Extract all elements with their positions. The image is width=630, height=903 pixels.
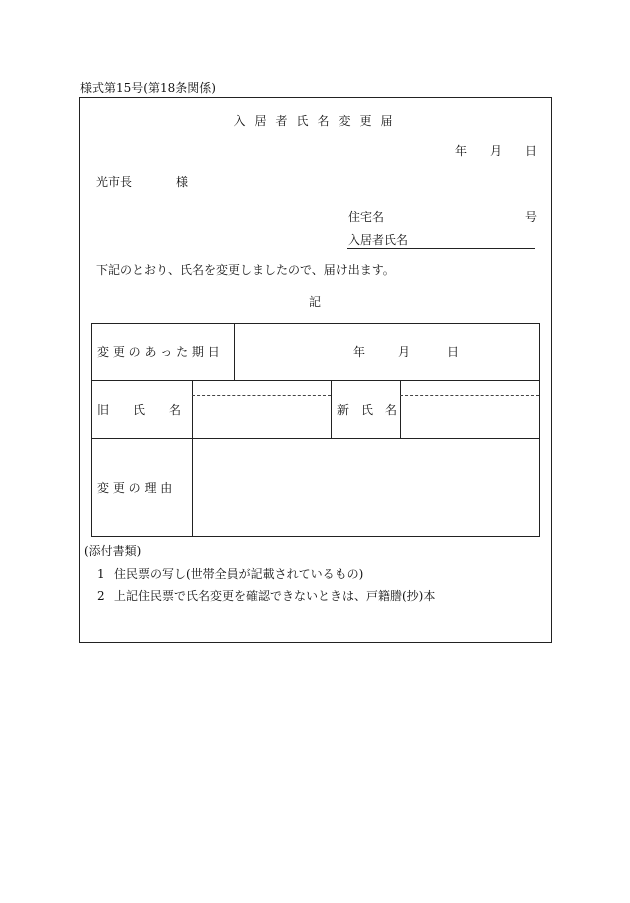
room-number-suffix: 号 — [525, 210, 538, 224]
attachments-heading: (添付書類) — [84, 544, 142, 558]
change-reason-label: 変 更 の 理 由 — [97, 481, 173, 495]
form-number: 様式第15号(第18条関係) — [80, 81, 216, 95]
housing-name-label: 住宅名 — [348, 210, 385, 224]
row3-col-divider — [192, 438, 193, 537]
change-date-label: 変 更 の あ っ た 期 日 — [97, 345, 220, 359]
row-divider-1 — [91, 380, 540, 381]
statement-text: 下記のとおり、氏名を変更しましたので、届け出ます。 — [96, 263, 395, 277]
row1-col-divider — [234, 323, 235, 381]
table-border-left — [91, 323, 92, 537]
attachment-item: 上記住民票で氏名変更を確認できないときは、戸籍謄(抄)本 — [114, 589, 436, 603]
row2-col-divider-3 — [400, 380, 401, 438]
resident-name-label: 入居者氏名 — [348, 233, 409, 247]
table-border-right — [539, 323, 540, 537]
new-name-label: 新 氏 名 — [337, 403, 398, 417]
old-name-label: 旧 氏 名 — [97, 403, 182, 417]
change-date-day: 日 — [447, 345, 460, 359]
date-day-label: 日 — [525, 144, 538, 158]
date-month-label: 月 — [490, 144, 503, 158]
addressee: 光市長 — [96, 175, 133, 189]
new-name-furigana-line — [400, 395, 539, 396]
row2-col-divider-2 — [331, 380, 332, 438]
ki-heading: 記 — [308, 295, 321, 309]
table-border-bottom — [91, 536, 540, 537]
change-date-year: 年 — [353, 345, 366, 359]
table-border-top — [91, 323, 540, 324]
change-date-month: 月 — [398, 345, 411, 359]
attachment-number: 2 — [97, 589, 105, 603]
form-title: 入居者氏名変更届 — [233, 114, 402, 128]
attachment-item: 住民票の写し(世帯全員が記載されているもの) — [114, 567, 364, 581]
old-name-furigana-line — [192, 395, 331, 396]
date-year-label: 年 — [455, 144, 468, 158]
record-table — [91, 323, 540, 537]
attachment-number: 1 — [97, 567, 105, 581]
row2-col-divider-1 — [192, 380, 193, 438]
honorific: 様 — [176, 175, 189, 189]
row-divider-2 — [91, 438, 540, 439]
resident-name-underline — [347, 248, 535, 249]
